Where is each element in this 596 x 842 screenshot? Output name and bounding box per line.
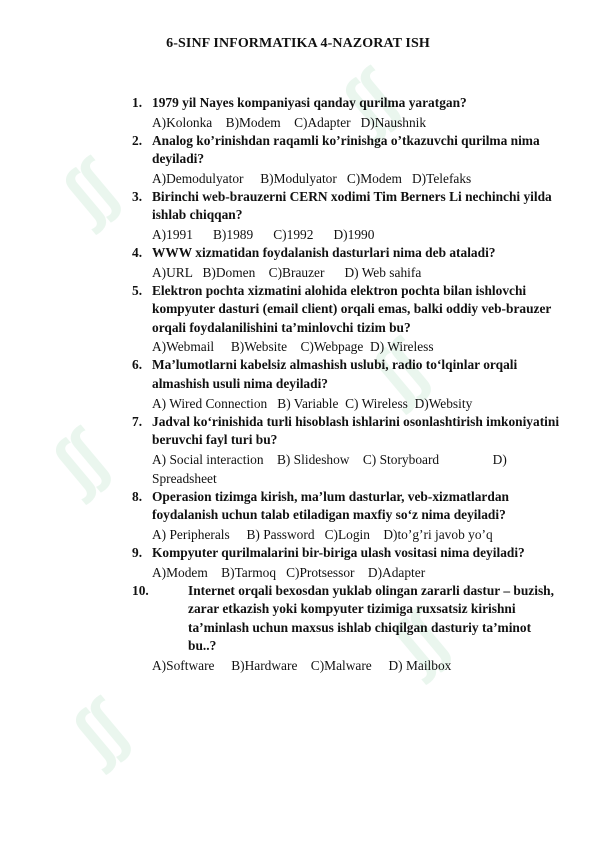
question-text: Birinchi web-brauzerni CERN xodimi Tim Berners Li nechinchi yilda ishlab chiqqan? <box>152 188 552 223</box>
answer-options: A)1991 B)1989 C)1992 D)1990 <box>152 226 375 242</box>
question-item <box>132 582 562 675</box>
answer-options: A)URL B)Domen C)Brauzer D) Web sahifa <box>152 264 422 280</box>
answer-options: A)Modem B)Tarmoq C)Protsessor D)Adapter <box>152 564 426 580</box>
question-text: Jadval ko‘rinishida turli hisoblash ishlarini osonlashtirish imkoniyatini beruvchi fayl turi bu? <box>152 413 560 448</box>
question-item <box>132 488 562 544</box>
watermark-logo: ∫∫ <box>359 327 439 413</box>
answer-options: A)Demodulyator B)Modulyator C)Modem D)Telefaks <box>152 170 472 186</box>
question-item <box>132 132 562 188</box>
watermark-logo: ∫∫ <box>39 417 119 503</box>
question-item <box>132 282 562 357</box>
question-text: 1979 yil Nayes kompaniyasi qanday qurilma yaratgan? <box>152 95 467 110</box>
question-text: Internet orqali bexosdan yuklab olingan zararli dastur – buzish, zarar etkazish yoki kompyuter tizimiga ruxsatsiz kirishni ta’minlash uchun maxsus ishlab chiqilgan dasturiy ta’minot bu..? <box>188 582 554 654</box>
question-number: 3. <box>132 188 143 204</box>
question-item <box>132 544 562 582</box>
question-list <box>132 94 562 675</box>
question-text: Ma’lumotlarni kabelsiz almashish uslubi, radio to‘lqinlar orqali almashish usuli nima deyiladi? <box>152 357 518 391</box>
question-number: 8. <box>132 488 143 504</box>
watermark-logo: ∫∫ <box>49 147 129 233</box>
answer-options: A) Peripherals B) Password C)Login D)to’g’ri javob yo’q <box>152 526 493 542</box>
watermark-logo: ∫∫ <box>59 687 139 773</box>
question-number: 7. <box>132 413 143 429</box>
answer-options: A) Social interaction B) Slideshow C) Storyboard D) Spreadsheet <box>152 451 507 486</box>
answer-options: A)Software B)Hardware C)Malware D) Mailbox <box>152 657 452 673</box>
question-number: 4. <box>132 244 143 260</box>
question-text: Analog ko’rinishdan raqamli ko’rinishga o’tkazuvchi qurilma nima deyiladi? <box>152 132 540 167</box>
question-text: Elektron pochta xizmatini alohida elektron pochta bilan ishlovchi kompyuter dasturi (email client) orqali emas, balki oddiy veb-brauzer orqali foydalanilishini ta’minlovchi tizim bu? <box>152 282 552 335</box>
answer-options: A) Wired Connection B) Variable C) Wireless D)Websity <box>152 395 473 411</box>
question-item <box>132 413 562 488</box>
page-title: 6-SINF INFORMATIKA 4-NAZORAT ISH <box>166 36 430 51</box>
question-number: 10. <box>132 582 149 598</box>
question-item <box>132 356 562 412</box>
question-text: Kompyuter qurilmalarini bir-biriga ulash vositasi nima deyiladi? <box>152 544 525 560</box>
watermark-logo: ∫∫ <box>379 597 459 683</box>
question-number: 6. <box>132 357 143 373</box>
question-text: Operasion tizimga kirish, ma’lum dasturlar, veb-xizmatlardan foydalanish uchun talab etiladigan maxfiy so‘z nima deyiladi? <box>152 488 509 523</box>
question-number: 9. <box>132 544 143 560</box>
question-number: 1. <box>132 95 143 110</box>
answer-options: A)Webmail B)Website C)Webpage D) Wireless <box>152 339 434 355</box>
watermark-logo: ∫∫ <box>329 57 409 143</box>
answer-options: A)Kolonka B)Modem C)Adapter D)Naushnik <box>152 114 427 130</box>
question-number: 5. <box>132 282 143 298</box>
question-item <box>132 188 562 244</box>
question-text: WWW xizmatidan foydalanish dasturlari nima deb ataladi? <box>152 244 496 260</box>
question-item <box>132 94 562 132</box>
question-item <box>132 244 562 282</box>
question-number: 2. <box>132 132 143 148</box>
